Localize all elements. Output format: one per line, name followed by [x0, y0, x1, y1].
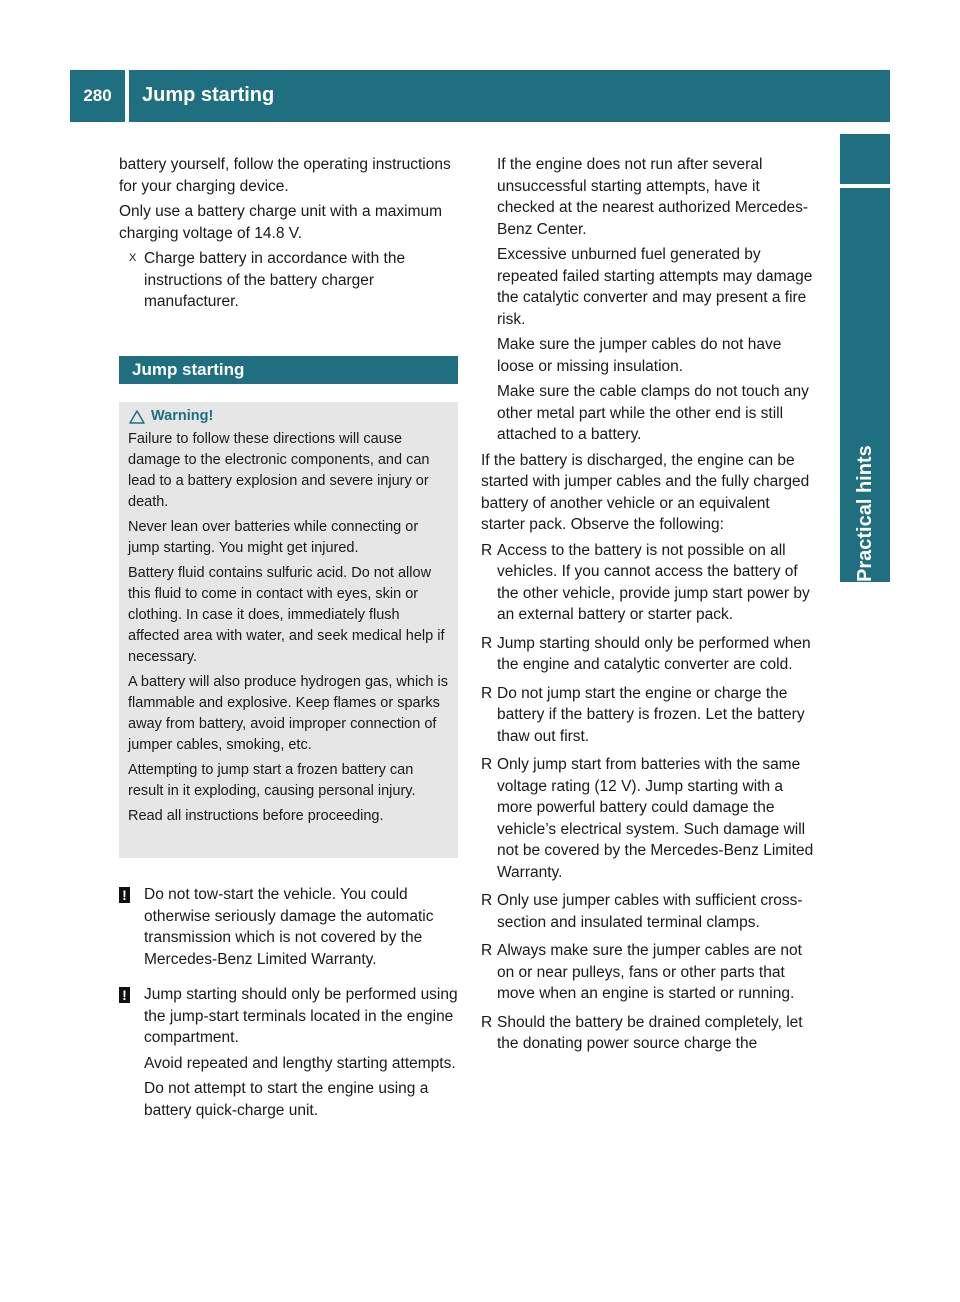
warning-box	[119, 402, 458, 858]
continued-paragraph: Make sure the jumper cables do not have loose or missing insulation.	[497, 336, 782, 375]
note-jump-start	[119, 984, 464, 1121]
list-item-text: Jump starting should only be performed when the engine and catalytic converter are cold.	[497, 634, 811, 673]
continued-paragraph: If the engine does not run after several unsuccessful starting attempts, have it checked at the nearest authorized Mercedes-Benz Center.	[497, 156, 809, 238]
page-title: Jump starting	[129, 70, 890, 122]
bullet-marker-icon: R	[481, 634, 493, 652]
list-item-text: Always make sure the jumper cables are not on or near pulleys, fans or other parts that move when an engine is started or running.	[497, 942, 802, 1002]
list-item-text: Do not jump start the engine or charge the battery if the battery is frozen. Let the battery thaw out first.	[497, 684, 805, 745]
list-item	[481, 540, 817, 626]
list-item-text: Only jump start from batteries with the same voltage rating (12 V). Jump starting with a more powerful battery could damage the vehicle’s electrical system. Such damage will not be covered by the Mercedes-Benz Limited Warranty.	[497, 756, 814, 881]
list-item-text: Only use jumper cables with sufficient cross-section and insulated terminal clamps.	[497, 892, 803, 931]
bullet-marker-icon: R	[481, 541, 493, 559]
list-item	[481, 683, 817, 748]
bullet-marker-icon: R	[481, 892, 493, 909]
side-marker	[840, 134, 890, 184]
intro-paragraph: Only use a battery charge unit with a maximum charging voltage of 14.8 V.	[119, 203, 443, 242]
exclamation-icon: !	[119, 987, 130, 1003]
side-tab-label: Practical hints	[854, 445, 876, 582]
list-item-text: Should the battery be drained completely, let the donating power source charge the	[497, 1013, 803, 1052]
list-item	[481, 754, 817, 883]
warning-paragraph: Failure to follow these directions will cause damage to the electronic components, and can lead to a battery explosion and severe injury or death.	[128, 431, 430, 510]
warning-paragraph: Never lean over batteries while connecting or jump starting. You might get injured.	[128, 519, 419, 556]
instruction-step	[119, 248, 464, 313]
note-text: Do not attempt to start the engine using a battery quick-charge unit.	[144, 1080, 429, 1119]
continued-paragraph: Make sure the cable clamps do not touch any other metal part while the other end is still attached to a battery.	[497, 383, 809, 443]
bullet-marker-icon: R	[481, 1013, 493, 1031]
notes	[119, 884, 464, 1125]
note-text: Avoid repeated and lengthy starting attempts.	[144, 1054, 456, 1072]
section-heading: Jump starting	[119, 356, 458, 384]
warning-triangle-icon	[129, 410, 145, 424]
left-column	[119, 154, 464, 317]
warning-title: Warning!	[151, 408, 214, 424]
bullet-marker-icon: R	[481, 684, 493, 702]
bullet-marker-icon: R	[481, 756, 493, 773]
note-text: Do not tow-start the vehicle. You could otherwise seriously damage the automatic transmission which is not covered by the Mercedes-Benz Limited Warranty.	[144, 886, 434, 968]
exclamation-icon: !	[119, 887, 130, 903]
list-item-text: Access to the battery is not possible on all vehicles. If you cannot access the battery of the other vehicle, provide jump start power by an external battery or starter pack.	[497, 541, 810, 623]
continued-paragraph: Excessive unburned fuel generated by repeated failed starting attempts may damage the catalytic converter and may present a fire risk.	[497, 246, 813, 328]
page-number: 280	[70, 70, 125, 122]
body-paragraph: If the battery is discharged, the engine can be started with jumper cables and the fully charged battery of another vehicle or an equivalent starter pack. Observe the following:	[481, 451, 810, 533]
warning-header	[128, 406, 452, 427]
step-marker-icon: X	[129, 252, 137, 264]
warning-paragraph: Read all instructions before proceeding.	[128, 808, 384, 824]
intro-paragraph: battery yourself, follow the operating instructions for your charging device.	[119, 156, 451, 195]
bullet-marker-icon: R	[481, 942, 493, 959]
list-item	[481, 1012, 817, 1055]
warning-paragraph: A battery will also produce hydrogen gas, which is flammable and explosive. Keep flames or sparks away from battery, avoid improper connection of jumper cables, smoking, etc.	[128, 674, 448, 753]
list-item	[481, 633, 817, 676]
warning-paragraph: Attempting to jump start a frozen battery can result in it exploding, causing personal injury.	[128, 762, 416, 799]
step-text: Charge battery in accordance with the instructions of the battery charger manufacturer.	[144, 250, 406, 310]
list-item	[481, 940, 817, 1005]
list-item	[481, 890, 817, 933]
right-column	[481, 154, 817, 1062]
note-tow-start	[119, 884, 464, 970]
side-tab	[840, 188, 890, 582]
note-text: Jump starting should only be performed using the jump-start terminals located in the engine compartment.	[144, 986, 458, 1046]
warning-paragraph: Battery fluid contains sulfuric acid. Do not allow this fluid to come in contact with eyes, skin or clothing. In case it does, immediately flush affected area with water, and seek medical help if necessary.	[128, 565, 445, 665]
